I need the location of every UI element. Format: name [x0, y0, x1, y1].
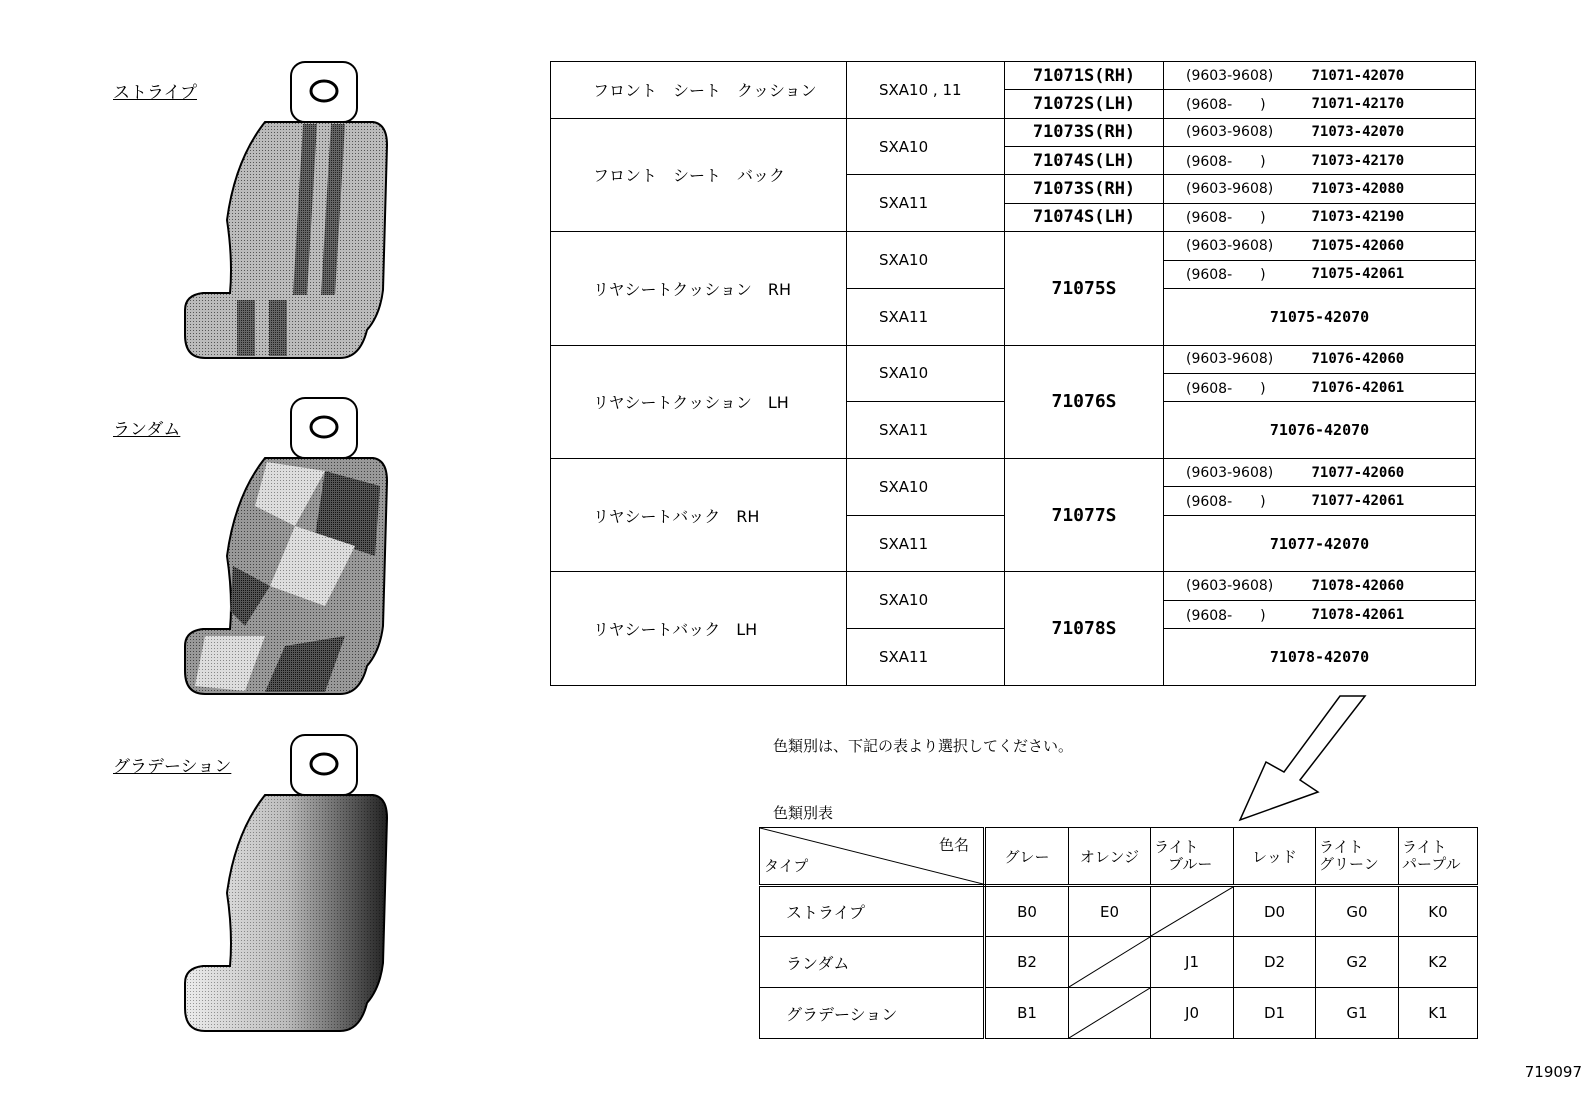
- model-cell: SXA11: [847, 515, 1005, 572]
- part-number: 71073-42080: [1306, 175, 1476, 203]
- code-cell: J1: [1151, 937, 1234, 988]
- code-cell: K1: [1399, 988, 1478, 1039]
- part-number: 71078-42070: [1164, 629, 1476, 686]
- seat-gradation-icon: [175, 733, 405, 1038]
- color-header: [1151, 828, 1234, 886]
- color-table-title: 色類別表: [773, 804, 834, 822]
- period-cell: (9608- ): [1164, 90, 1306, 118]
- part-code: 71074S(LH): [1005, 203, 1164, 231]
- part-number: 71075-42070: [1164, 288, 1476, 345]
- code-cell: D2: [1234, 937, 1316, 988]
- part-code: 71074S(LH): [1005, 147, 1164, 175]
- code-cell: G0: [1316, 886, 1399, 937]
- part-number: 71078-42060: [1306, 572, 1476, 600]
- period-cell: (9603-9608): [1164, 62, 1306, 90]
- model-cell: SXA11: [847, 402, 1005, 459]
- part-name: リヤシートクッション LH: [551, 345, 847, 458]
- part-name: リヤシートクッション RH: [551, 232, 847, 345]
- model-cell: SXA10: [847, 345, 1005, 402]
- model-cell: SXA10: [847, 459, 1005, 516]
- code-cell: D1: [1234, 988, 1316, 1039]
- code-cell: G2: [1316, 937, 1399, 988]
- part-code: 71072S(LH): [1005, 90, 1164, 118]
- part-code: 71077S: [1005, 459, 1164, 572]
- parts-table: [550, 61, 1476, 686]
- part-number: 71075-42061: [1306, 260, 1476, 288]
- table-row: [551, 232, 1476, 260]
- period-cell: (9608- ): [1164, 373, 1306, 401]
- stripe-label: ストライプ: [113, 83, 197, 103]
- code-cell: B2: [985, 937, 1069, 988]
- part-number: 71076-42060: [1306, 345, 1476, 373]
- header-corner-cell: [760, 828, 985, 886]
- part-number: 71073-42070: [1306, 118, 1476, 146]
- part-number: 71071-42170: [1306, 90, 1476, 118]
- header-color-label: 色名: [938, 836, 969, 854]
- model-cell: SXA10: [847, 118, 1005, 175]
- period-cell: (9603-9608): [1164, 572, 1306, 600]
- seat-random-icon: [175, 396, 405, 701]
- period-cell: (9608- ): [1164, 203, 1306, 231]
- period-cell: (9603-9608): [1164, 345, 1306, 373]
- table-row: [760, 937, 1478, 988]
- color-header-label-2: グリーン: [1319, 855, 1379, 873]
- table-row: [551, 118, 1476, 146]
- color-header: [985, 828, 1069, 886]
- table-row: [760, 886, 1478, 937]
- part-name: フロント シート バック: [551, 118, 847, 231]
- period-cell: (9608- ): [1164, 600, 1306, 628]
- period-cell: (9608- ): [1164, 260, 1306, 288]
- part-code: 71071S(RH): [1005, 62, 1164, 90]
- model-cell: SXA11: [847, 629, 1005, 686]
- arrow-icon: [1230, 692, 1370, 827]
- part-number: 71073-42190: [1306, 203, 1476, 231]
- period-cell: (9603-9608): [1164, 459, 1306, 487]
- code-cell: K0: [1399, 886, 1478, 937]
- random-label: ランダム: [113, 420, 181, 440]
- part-number: 71076-42061: [1306, 373, 1476, 401]
- part-name: リヤシートバック RH: [551, 459, 847, 572]
- period-cell: (9603-9608): [1164, 118, 1306, 146]
- part-code: 71076S: [1005, 345, 1164, 458]
- part-code: 71073S(RH): [1005, 118, 1164, 146]
- header-type-label: タイプ: [764, 857, 809, 875]
- color-header-label: レッド: [1252, 847, 1297, 866]
- color-header-label-2: パープル: [1402, 855, 1461, 873]
- color-header: [1234, 828, 1316, 886]
- model-cell: SXA10 , 11: [847, 62, 1005, 119]
- na-cell: [1151, 886, 1234, 937]
- part-number: 71075-42060: [1306, 232, 1476, 260]
- part-number: 71077-42060: [1306, 459, 1476, 487]
- period-cell: (9608- ): [1164, 487, 1306, 515]
- part-number: 71077-42061: [1306, 487, 1476, 515]
- color-header-label: ライト: [1402, 838, 1447, 856]
- color-note: 色類別は、下記の表より選択してください。: [773, 737, 1074, 755]
- table-row: [760, 988, 1478, 1039]
- code-cell: K2: [1399, 937, 1478, 988]
- part-number: 71078-42061: [1306, 600, 1476, 628]
- table-row: [551, 62, 1476, 90]
- period-cell: (9603-9608): [1164, 232, 1306, 260]
- model-cell: SXA11: [847, 288, 1005, 345]
- color-header-label: ライト: [1319, 838, 1364, 856]
- code-cell: D0: [1234, 886, 1316, 937]
- part-number: 71073-42170: [1306, 147, 1476, 175]
- model-cell: SXA10: [847, 232, 1005, 289]
- table-row: [551, 572, 1476, 600]
- figure-number: 719097: [1524, 1063, 1582, 1081]
- table-row: [551, 459, 1476, 487]
- code-cell: E0: [1069, 886, 1151, 937]
- color-header: [1316, 828, 1399, 886]
- type-cell: ストライプ: [760, 886, 985, 937]
- color-table: [759, 827, 1478, 1039]
- type-cell: ランダム: [760, 937, 985, 988]
- period-cell: (9603-9608): [1164, 175, 1306, 203]
- color-header-label-2: ブルー: [1168, 855, 1213, 873]
- color-header-label: オレンジ: [1079, 847, 1140, 866]
- code-cell: G1: [1316, 988, 1399, 1039]
- part-name: リヤシートバック LH: [551, 572, 847, 686]
- part-number: 71077-42070: [1164, 515, 1476, 572]
- code-cell: J0: [1151, 988, 1234, 1039]
- part-number: 71071-42070: [1306, 62, 1476, 90]
- part-name: フロント シート クッション: [551, 62, 847, 119]
- na-cell: [1069, 937, 1151, 988]
- part-number: 71076-42070: [1164, 402, 1476, 459]
- part-code: 71075S: [1005, 232, 1164, 345]
- color-header: [1399, 828, 1478, 886]
- model-cell: SXA11: [847, 175, 1005, 232]
- model-cell: SXA10: [847, 572, 1005, 629]
- type-cell: グラデーション: [760, 988, 985, 1039]
- period-cell: (9608- ): [1164, 147, 1306, 175]
- color-header: [1069, 828, 1151, 886]
- table-row: [551, 345, 1476, 373]
- color-header-label: ライト: [1154, 838, 1199, 856]
- part-code: 71073S(RH): [1005, 175, 1164, 203]
- gradation-label: グラデーション: [113, 757, 232, 777]
- seat-stripe-icon: [175, 60, 405, 365]
- na-cell: [1069, 988, 1151, 1039]
- table-header-row: [760, 828, 1478, 886]
- code-cell: B0: [985, 886, 1069, 937]
- part-code: 71078S: [1005, 572, 1164, 686]
- code-cell: B1: [985, 988, 1069, 1039]
- color-header-label: グレー: [1004, 847, 1050, 866]
